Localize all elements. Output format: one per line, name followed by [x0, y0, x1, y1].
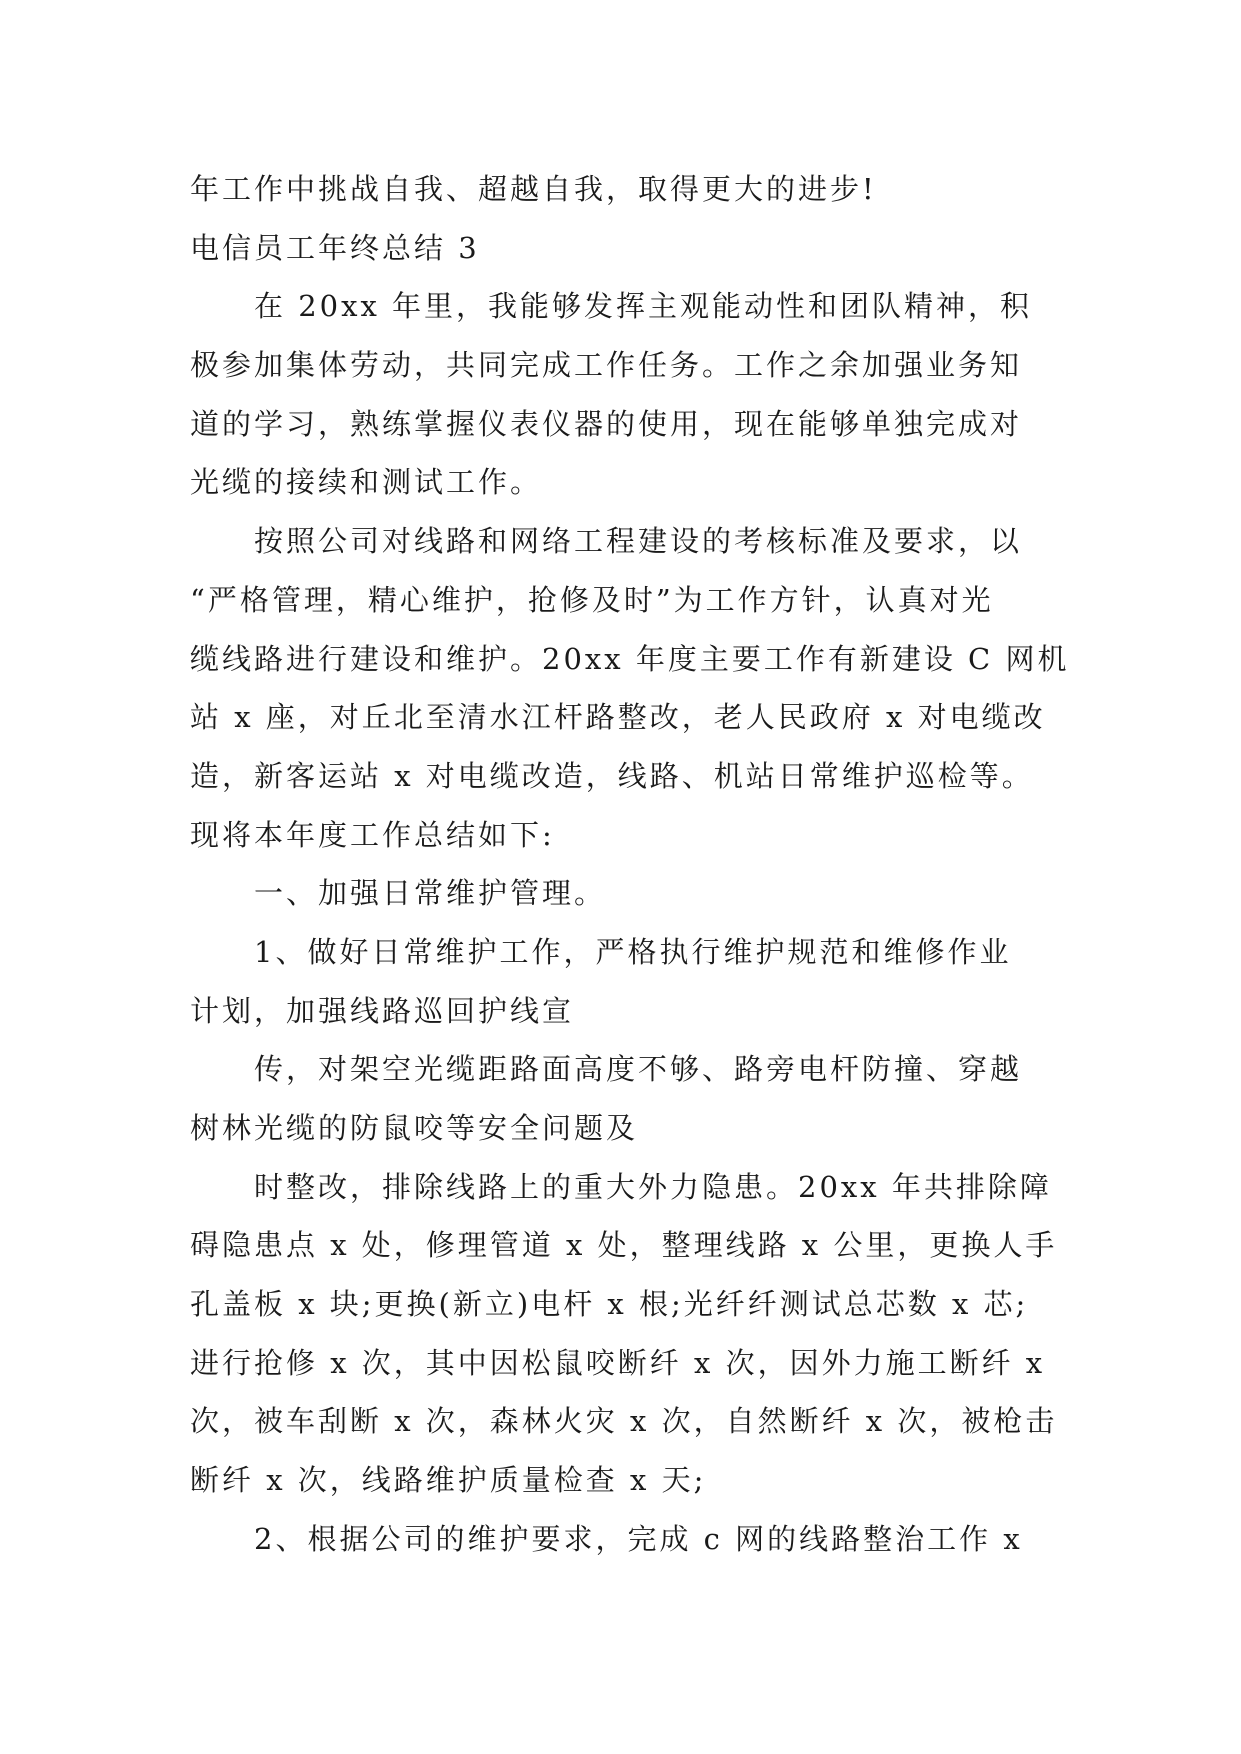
text-line: 一、加强日常维护管理。	[254, 876, 607, 911]
text-line: 进行抢修 x 次，其中因松鼠咬断纤 x 次，因外力施工断纤 x	[190, 1345, 1046, 1380]
text-line: 断纤 x 次，线路维护质量检查 x 天;	[190, 1463, 707, 1498]
text-line: 树林光缆的防鼠咬等安全问题及	[190, 1111, 639, 1145]
text-line: 1、做好日常维护工作，严格执行维护规范和维修作业	[254, 934, 1012, 969]
text-line: 现将本年度工作总结如下:	[190, 817, 555, 852]
text-line: 按照公司对线路和网络工程建设的考核标准及要求，以	[254, 524, 1023, 559]
text-line: 电信员工年终总结 3	[190, 230, 480, 265]
text-line: 计划，加强线路巡回护线宣	[190, 993, 575, 1028]
text-line: 光缆的接续和测试工作。	[190, 465, 543, 500]
text-line: 极参加集体劳动，共同完成工作任务。工作之余加强业务知	[190, 348, 1023, 383]
text-line: 传，对架空光缆距路面高度不够、路旁电杆防撞、穿越	[254, 1052, 1023, 1087]
text-line: 孔盖板 x 块;更换(新立)电杆 x 根;光纤纤测试总芯数 x 芯;	[190, 1287, 1029, 1322]
document-body	[190, 160, 1070, 1569]
text-line: 道的学习，熟练掌握仪表仪器的使用，现在能够单独完成对	[190, 406, 1023, 441]
text-line: 碍隐患点 x 处，修理管道 x 处，整理线路 x 公里，更换人手	[190, 1228, 1058, 1263]
text-line: 站 x 座，对丘北至清水江杆路整改，老人民政府 x 对电缆改	[190, 700, 1046, 735]
text-line: 2、根据公司的维护要求，完成 c 网的线路整治工作 x	[254, 1521, 1023, 1556]
text-line: “严格管理，精心维护，抢修及时”为工作方针，认真对光	[190, 582, 994, 617]
text-line: 在 20xx 年里，我能够发挥主观能动性和团队精神，积	[254, 289, 1033, 324]
text-line: 缆线路进行建设和维护。20xx 年度主要工作有新建设 C 网机	[190, 641, 1070, 676]
text-line: 年工作中挑战自我、超越自我，取得更大的进步!	[190, 172, 877, 206]
text-line: 时整改，排除线路上的重大外力隐患。20xx 年共排除障	[254, 1169, 1052, 1204]
text-line: 次，被车刮断 x 次，森林火灾 x 次，自然断纤 x 次，被枪击	[190, 1404, 1058, 1439]
text-line: 造，新客运站 x 对电缆改造，线路、机站日常维护巡检等。	[190, 758, 1034, 793]
